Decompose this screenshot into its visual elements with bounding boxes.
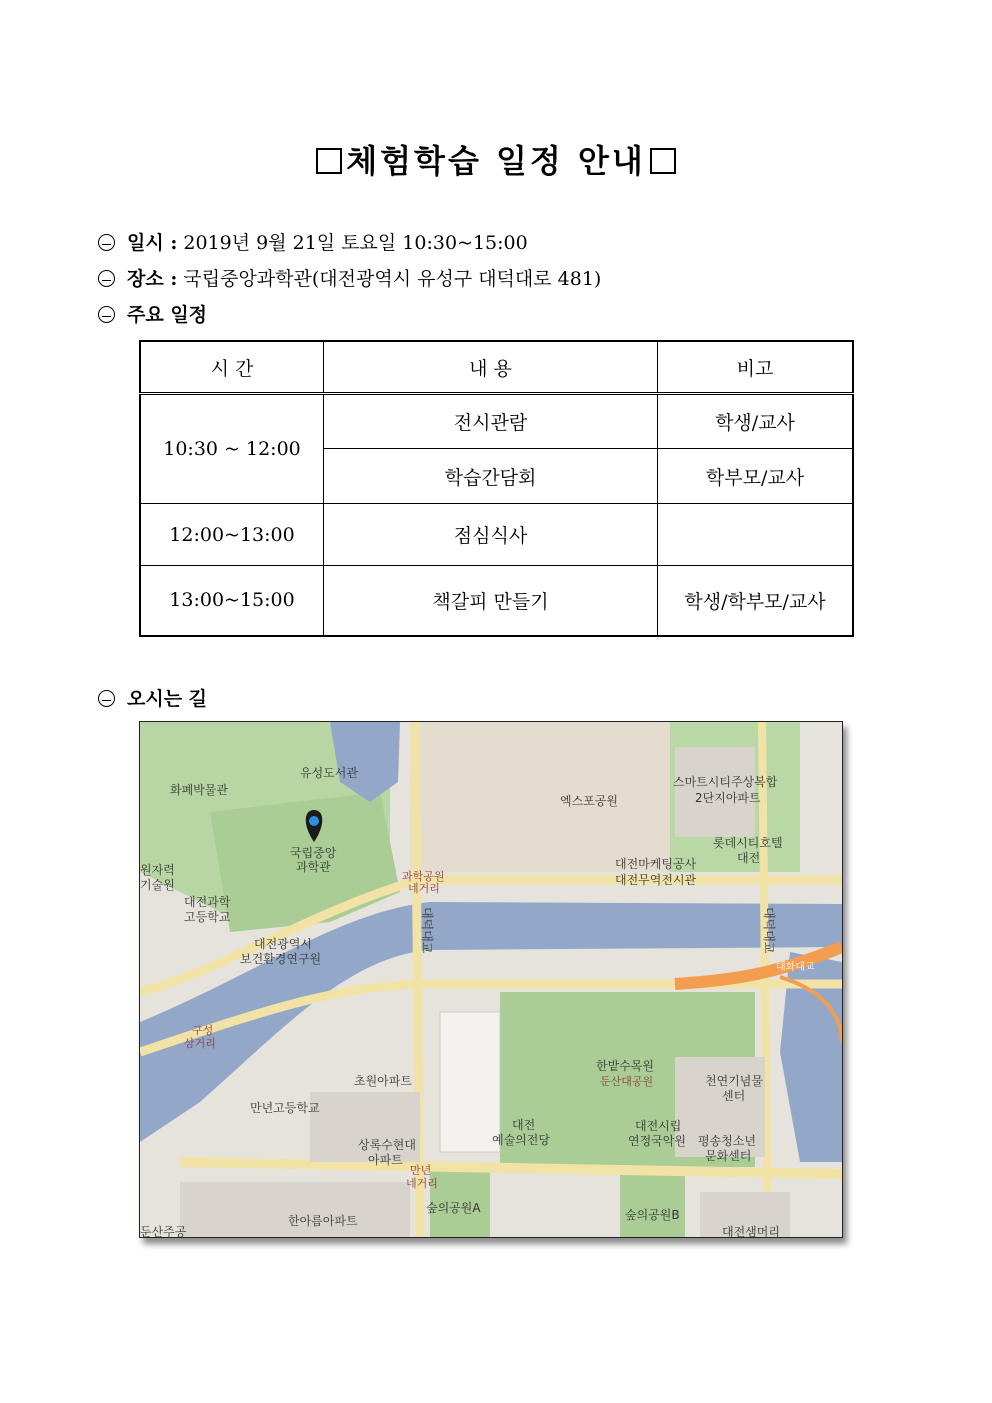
page-title xyxy=(0,136,992,182)
time-cell: 10:30 ~ 12:00 xyxy=(140,394,324,504)
label-daedeok-bridge: 대덕대교 xyxy=(762,907,776,954)
date-line: 일시 : 2019년 9월 21일 토요일 10:30~15:00 xyxy=(98,228,528,255)
label-sangrok: 아파트 xyxy=(368,1153,403,1167)
place-line: 장소 : 국립중앙과학관(대전광역시 유성구 대덕대로 481) xyxy=(98,264,601,291)
label-health: 보건환경연구원 xyxy=(240,952,322,966)
label-gugak: 연정국악원 xyxy=(628,1134,686,1148)
label-forest-b: 숲의공원B xyxy=(625,1208,680,1222)
label-lotte: 롯데시티호텔 xyxy=(713,836,783,850)
label-arboretum: 한밭수목원 xyxy=(596,1059,654,1073)
note-cell: 학생/학부모/교사 xyxy=(658,566,854,636)
time-cell: 13:00~15:00 xyxy=(140,566,324,636)
note-cell xyxy=(658,504,854,566)
label-nuclear: 기술원 xyxy=(140,878,175,892)
label-health: 대전광역시 xyxy=(254,937,312,951)
label-guseong: 구성 xyxy=(192,1024,214,1037)
circle-bullet-icon xyxy=(98,690,115,707)
schedule-table xyxy=(139,340,854,637)
label-dunsan: 둔산주공 xyxy=(140,1225,187,1237)
table-row xyxy=(140,394,853,449)
label-museum: 과학관 xyxy=(296,860,331,874)
checkbox-square-icon xyxy=(316,148,342,174)
circle-bullet-icon xyxy=(98,306,115,323)
label-arts-center: 대전 xyxy=(512,1118,536,1132)
table-header-row xyxy=(140,341,853,394)
label-smart-city: 2단지아파트 xyxy=(695,791,761,805)
directions-heading: 오시는 길 xyxy=(98,684,207,711)
content-cell: 점심식사 xyxy=(324,504,658,566)
label-money-museum: 화폐박물관 xyxy=(170,783,228,797)
place-value: 국립중앙과학관(대전광역시 유성구 대덕대로 481) xyxy=(183,268,602,290)
label-marketing: 대전무역전시관 xyxy=(615,873,697,887)
title-text: 체험학습 일정 안내 xyxy=(346,142,646,180)
label-dunsan-park: 둔산대공원 xyxy=(600,1075,654,1088)
circle-bullet-icon xyxy=(98,270,115,287)
label-expo-park: 엑스포공원 xyxy=(560,794,618,808)
label-science-park-cross: 네거리 xyxy=(408,882,440,895)
label-marketing: 대전마케팅공사 xyxy=(615,857,697,871)
schedule-heading: 주요 일정 xyxy=(98,300,207,327)
forest-park-b xyxy=(620,1167,685,1237)
label-daehwa-bridge: 대화대교 xyxy=(776,962,815,973)
header-time: 시 간 xyxy=(140,341,324,394)
label-manyeon-cross: 만년 xyxy=(410,1164,432,1177)
content-cell: 전시관람 xyxy=(324,394,658,449)
date-value: 2019년 9월 21일 토요일 10:30~15:00 xyxy=(183,232,528,254)
label-natural-monument: 천연기념물 xyxy=(705,1074,763,1088)
label-sangrok: 상록수현대 xyxy=(358,1138,416,1152)
label-science-hs: 대전과학 xyxy=(184,895,231,909)
block xyxy=(180,1182,410,1237)
label-science-park-cross: 과학공원 xyxy=(402,870,445,883)
label-chowon: 초원아파트 xyxy=(354,1074,412,1088)
label-museum: 국립중앙 xyxy=(290,846,337,860)
label-guseong: 삼거리 xyxy=(184,1037,216,1050)
label-youth-center: 평송청소년 xyxy=(698,1134,756,1148)
label-forest-a: 숲의공원A xyxy=(426,1201,481,1215)
header-note: 비고 xyxy=(658,341,854,394)
circle-bullet-icon xyxy=(98,234,115,251)
label-library: 유성도서관 xyxy=(300,766,358,780)
label-daedeok-bridge: 대덕대교 xyxy=(420,907,434,954)
label-youth-center: 문화센터 xyxy=(705,1149,752,1163)
label-manyeon-hs: 만년고등학교 xyxy=(250,1101,320,1115)
label-gugak: 대전시립 xyxy=(635,1119,682,1133)
content-cell: 책갈피 만들기 xyxy=(324,566,658,636)
table-row xyxy=(140,566,853,636)
expo-plaza xyxy=(410,722,670,872)
table-row xyxy=(140,504,853,566)
label-science-hs: 고등학교 xyxy=(184,910,231,924)
checkbox-square-icon xyxy=(650,148,676,174)
note-cell: 학생/교사 xyxy=(658,394,854,449)
label-natural-monument: 센터 xyxy=(722,1089,746,1103)
label-lotte: 대전 xyxy=(737,851,761,865)
block xyxy=(440,1012,500,1152)
label-smart-city: 스마트시티주상복합 xyxy=(673,775,778,789)
time-cell: 12:00~13:00 xyxy=(140,504,324,566)
location-map[interactable] xyxy=(139,721,843,1238)
label-hanareum: 한아름아파트 xyxy=(288,1214,358,1228)
label-daejeon-saem: 대전샘머리 xyxy=(722,1225,780,1237)
content-cell: 학습간담회 xyxy=(324,449,658,504)
header-content: 내 용 xyxy=(324,341,658,394)
label-arts-center: 예술의전당 xyxy=(492,1133,550,1147)
label-manyeon-cross: 네거리 xyxy=(406,1177,438,1190)
label-nuclear: 원자력 xyxy=(140,863,175,877)
note-cell: 학부모/교사 xyxy=(658,449,854,504)
